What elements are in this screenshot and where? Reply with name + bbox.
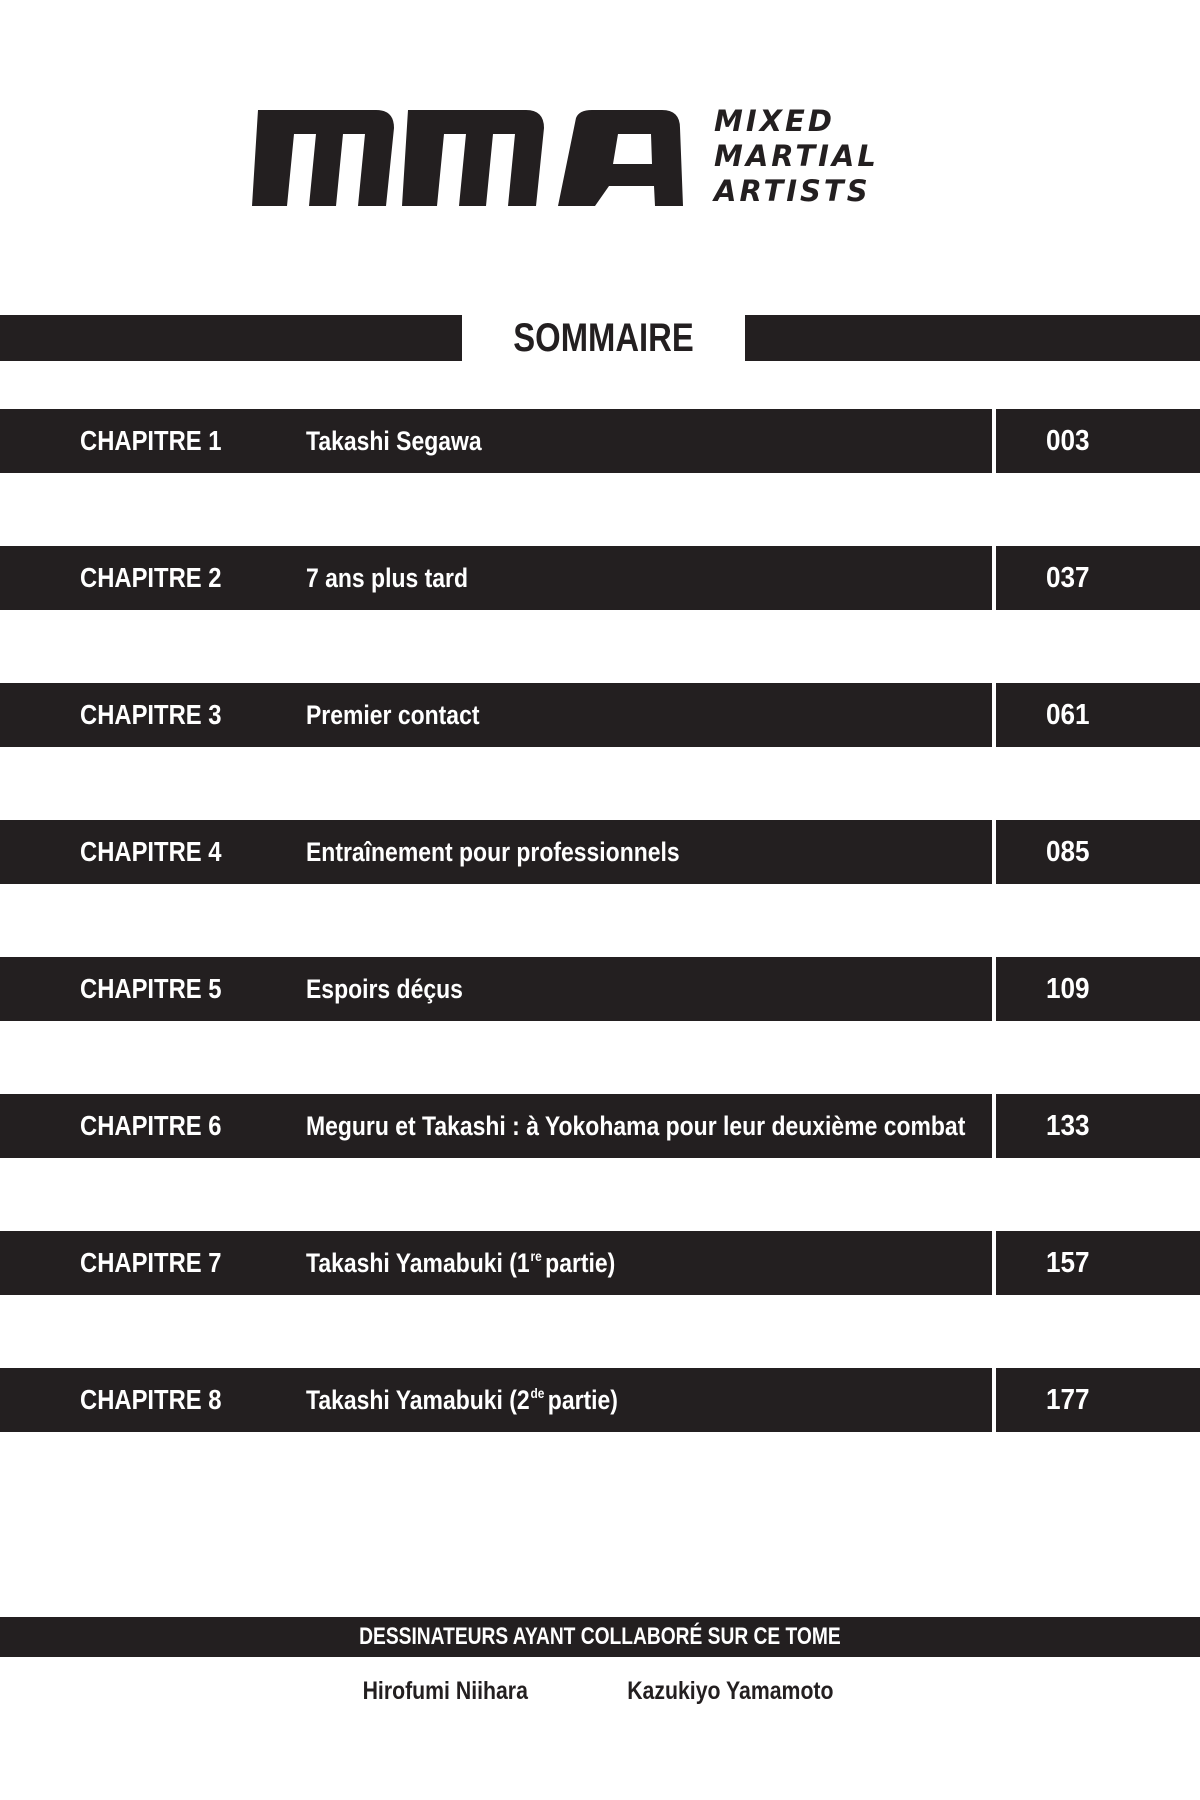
artist-name: Hirofumi Niihara bbox=[362, 1677, 528, 1705]
ordinal-suffix: re bbox=[530, 1248, 542, 1264]
mma-logo-mark bbox=[252, 104, 692, 210]
chapter-label: CHAPITRE 5 bbox=[80, 973, 222, 1004]
chapter-label: CHAPITRE 6 bbox=[80, 1110, 222, 1141]
title-band bbox=[0, 315, 1200, 361]
title-bar-right bbox=[745, 315, 1200, 361]
chapter-title: Takashi Segawa bbox=[306, 426, 482, 456]
chapter-page-number: 085 bbox=[1046, 836, 1090, 868]
toc-page-cell bbox=[996, 957, 1200, 1021]
toc-page-cell bbox=[996, 546, 1200, 610]
chapter-title bbox=[306, 1231, 615, 1295]
toc-row-chapter-3[interactable] bbox=[0, 683, 1200, 747]
logo-letter-m1 bbox=[252, 110, 394, 206]
chapter-label: CHAPITRE 2 bbox=[80, 562, 222, 593]
chapter-page-number: 133 bbox=[1046, 1110, 1090, 1142]
artists-section bbox=[0, 1617, 1200, 1711]
ordinal-suffix: de bbox=[530, 1385, 545, 1401]
toc-row-chapter-8[interactable] bbox=[0, 1368, 1200, 1432]
chapter-page-number: 157 bbox=[1046, 1247, 1090, 1279]
toc-row-chapter-4[interactable] bbox=[0, 820, 1200, 884]
chapter-title: Premier contact bbox=[306, 700, 480, 730]
page-title: SOMMAIRE bbox=[513, 316, 694, 360]
logo-subtitle-line: MIXED bbox=[714, 104, 835, 138]
toc-page-cell bbox=[996, 1368, 1200, 1432]
chapter-title-text: Takashi Yamabuki (1 bbox=[306, 1248, 530, 1278]
chapter-title: Entraînement pour professionnels bbox=[306, 837, 680, 867]
chapter-title-text: partie) bbox=[545, 1248, 616, 1278]
chapter-page-number: 003 bbox=[1046, 425, 1090, 457]
chapter-label: CHAPITRE 1 bbox=[80, 425, 222, 456]
chapter-title: Meguru et Takashi : à Yokohama pour leur deuxième combat bbox=[306, 1111, 966, 1141]
chapter-title-text: partie) bbox=[547, 1385, 618, 1415]
logo-subtitle-line: ARTISTS bbox=[714, 174, 871, 208]
logo bbox=[252, 104, 952, 214]
toc-page-cell bbox=[996, 409, 1200, 473]
chapter-page-number: 037 bbox=[1046, 562, 1090, 594]
toc-page-cell bbox=[996, 1231, 1200, 1295]
logo-letter-a bbox=[558, 110, 683, 206]
chapter-title: Espoirs déçus bbox=[306, 974, 463, 1004]
toc-row-chapter-6[interactable] bbox=[0, 1094, 1200, 1158]
toc-page-cell bbox=[996, 820, 1200, 884]
toc-row-chapter-7[interactable] bbox=[0, 1231, 1200, 1295]
chapter-label: CHAPITRE 3 bbox=[80, 699, 222, 730]
artists-heading: DESSINATEURS AYANT COLLABORÉ SUR CE TOME bbox=[359, 1623, 841, 1650]
toc-page-cell bbox=[996, 1094, 1200, 1158]
toc-row-chapter-2[interactable] bbox=[0, 546, 1200, 610]
toc-page-cell bbox=[996, 683, 1200, 747]
chapter-title: 7 ans plus tard bbox=[306, 563, 468, 593]
logo-subtitle-line: MARTIAL bbox=[714, 139, 879, 173]
chapter-title bbox=[306, 1368, 618, 1432]
logo-letter-m2 bbox=[402, 110, 544, 206]
toc-row-chapter-1[interactable] bbox=[0, 409, 1200, 473]
artists-names bbox=[0, 1671, 1200, 1711]
table-of-contents bbox=[0, 409, 1200, 1505]
toc-row-chapter-5[interactable] bbox=[0, 957, 1200, 1021]
artist-name: Kazukiyo Yamamoto bbox=[627, 1677, 834, 1705]
chapter-label: CHAPITRE 4 bbox=[80, 836, 222, 867]
chapter-page-number: 177 bbox=[1046, 1384, 1090, 1416]
logo-subtitle bbox=[714, 104, 879, 209]
chapter-title-text: Takashi Yamabuki (2 bbox=[306, 1385, 530, 1415]
chapter-page-number: 061 bbox=[1046, 699, 1090, 731]
chapter-page-number: 109 bbox=[1046, 973, 1090, 1005]
title-bar-left bbox=[0, 315, 462, 361]
chapter-label: CHAPITRE 7 bbox=[80, 1247, 222, 1278]
artists-heading-band bbox=[0, 1617, 1200, 1657]
chapter-label: CHAPITRE 8 bbox=[80, 1384, 222, 1415]
